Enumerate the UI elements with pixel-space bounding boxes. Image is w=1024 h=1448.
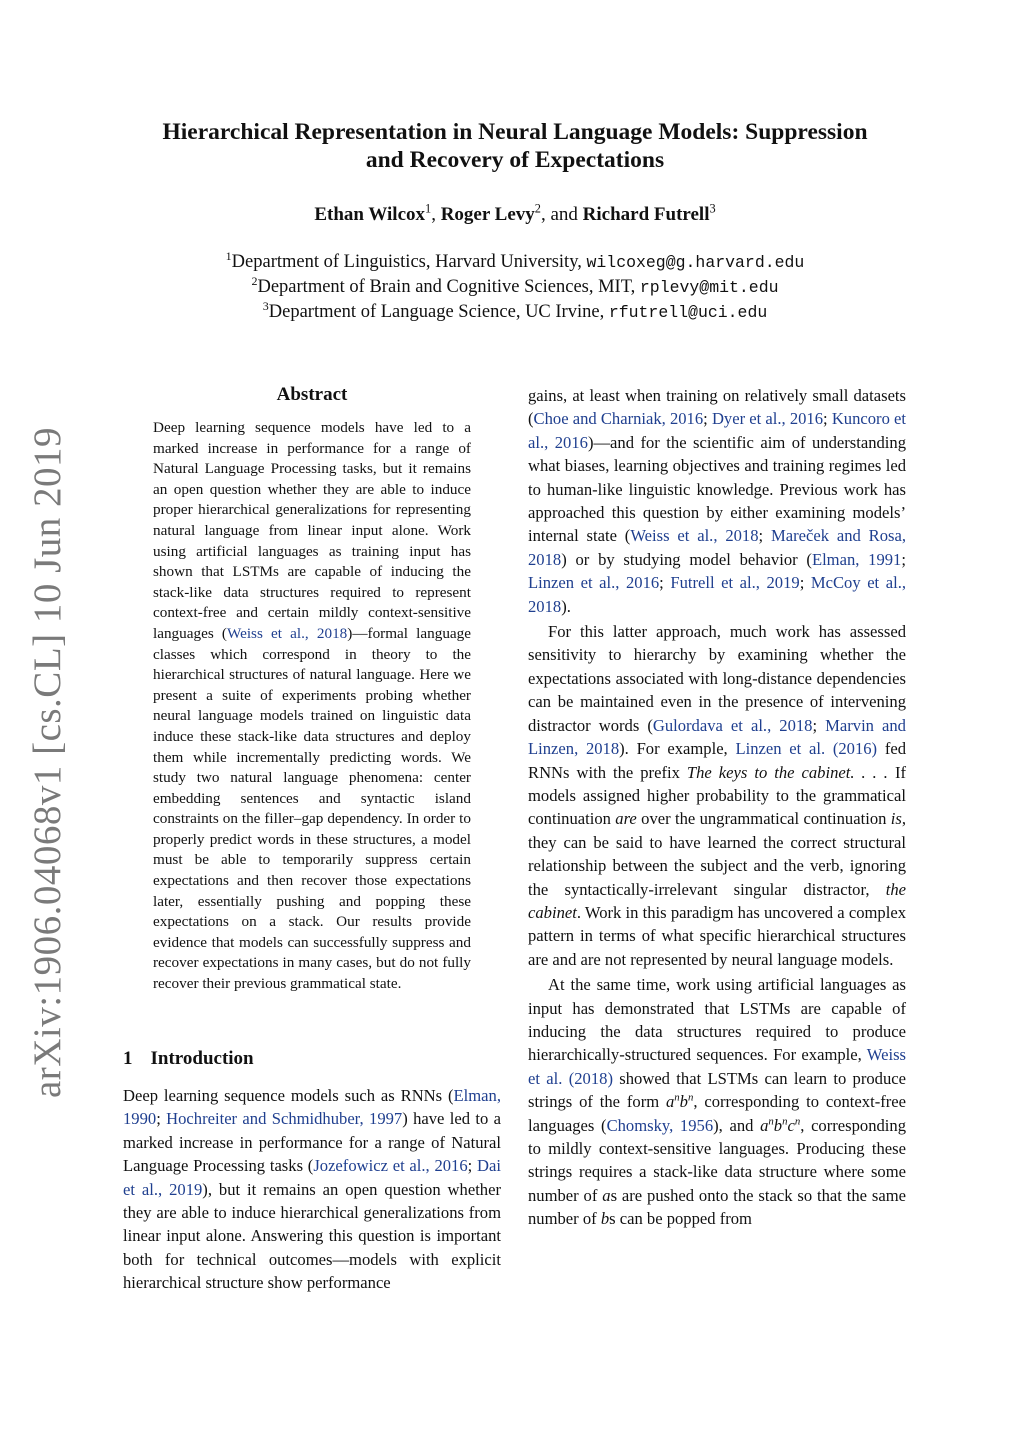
affil-sup: 1 bbox=[225, 248, 232, 263]
email-link[interactable]: wilcoxeg@g.harvard.edu bbox=[586, 253, 805, 272]
paragraph-latter-approach bbox=[528, 620, 906, 971]
text-run: ; bbox=[156, 1109, 167, 1129]
abstract-heading: Abstract bbox=[276, 384, 348, 405]
title-line-1: Hierarchical Representation in Neural Language Models: Suppression bbox=[162, 119, 868, 145]
right-column bbox=[528, 384, 906, 1233]
citation-link[interactable]: Jozefowicz et al., 2016 bbox=[313, 1156, 468, 1176]
affil-sup: 2 bbox=[251, 273, 258, 288]
math-symbol: b bbox=[773, 1115, 783, 1135]
author-sup: 1 bbox=[425, 201, 432, 216]
text-run: , corresponding to context-free languages ( bbox=[528, 1092, 906, 1135]
email-link[interactable]: rfutrell@uci.edu bbox=[608, 303, 768, 322]
text-run: s are pushed onto the stack so that the same number of bbox=[528, 1185, 907, 1229]
citation-link[interactable]: Weiss et al., 2018 bbox=[226, 624, 348, 642]
text-run: fed RNNs with the prefix bbox=[528, 739, 907, 782]
abstract-text bbox=[153, 418, 471, 995]
citation-link[interactable]: Marvin and Linzen, 2018 bbox=[528, 715, 906, 759]
paragraph-artificial-languages bbox=[528, 973, 906, 1230]
author-levy: Roger Levy bbox=[440, 204, 535, 225]
text-run: gains, at least when training on relatively small datasets ( bbox=[528, 386, 906, 429]
citation-link[interactable]: Dyer et al., 2016 bbox=[711, 409, 824, 429]
math-exponent: n bbox=[687, 1091, 694, 1104]
affil-text: Department of Brain and Cognitive Sciences, MIT, bbox=[257, 277, 640, 297]
affiliation-1 bbox=[120, 250, 910, 275]
affil-sup: 3 bbox=[262, 298, 269, 313]
text-run: ). For example, bbox=[619, 739, 736, 759]
math-symbol: a bbox=[760, 1115, 769, 1135]
affiliation-3 bbox=[120, 300, 910, 325]
citation-link[interactable]: Mareček and Rosa, 2018 bbox=[528, 526, 907, 569]
text-run: ), but it remains an open question whether they are able to induce hierarchical generalizations from linear input alone. Answering this question is important both for technical outcomes—models with explicit hierarchical structure show performance bbox=[123, 1179, 501, 1293]
text-run: ; bbox=[812, 715, 826, 735]
author-list bbox=[120, 201, 910, 226]
text-run: ; bbox=[823, 409, 832, 429]
citation-link[interactable]: Weiss et al., 2018 bbox=[630, 526, 759, 546]
title-line-2: and Recovery of Expectations bbox=[365, 147, 665, 173]
author-sep: , bbox=[431, 204, 441, 225]
citation-link[interactable]: Chomsky, 1956 bbox=[606, 1115, 714, 1135]
math-exponent: n bbox=[768, 1115, 774, 1128]
text-run: ), and bbox=[713, 1115, 761, 1135]
text-run: ; bbox=[901, 549, 906, 569]
section-title: Introduction bbox=[150, 1048, 254, 1069]
affiliations bbox=[120, 250, 910, 325]
intro-paragraph bbox=[123, 1084, 501, 1295]
text-run: ) have led to a marked increase in performance for a range of Natural Language Processing tasks ( bbox=[123, 1109, 501, 1176]
arxiv-stamp bbox=[18, 426, 78, 1098]
italic-run: the cabinet bbox=[528, 879, 906, 922]
text-run: ; bbox=[758, 526, 771, 546]
text-run: If models assigned higher probability to the grammatical continuation bbox=[528, 762, 907, 829]
math-symbol: c bbox=[787, 1115, 795, 1135]
citation-link[interactable]: Elman, 1991 bbox=[811, 549, 902, 569]
citation-link[interactable]: Dai et al., 2019 bbox=[123, 1156, 501, 1199]
text-run: ; bbox=[467, 1156, 478, 1176]
text-run: ; bbox=[703, 409, 712, 429]
citation-link[interactable]: Linzen et al., 2016 bbox=[528, 573, 660, 593]
affil-text: Department of Language Science, UC Irvine, bbox=[268, 302, 609, 322]
text-run: )—formal language classes which correspond in theory to the hierarchical structures of natural language. Here we present a suite of experiments probing whether neural language models trained on linguistic data induce these stack-like data structures and deploy them while incrementally predicting words. We study two natural language phenomena: center embedding sentences and syntactic island constraints on the filler–gap dependency. In order to properly predict words in these structures, a model must be able to temporarily suppress certain expectations and then recover those expectations later, essentially pushing and popping these expectations on a stack. Our results provide evidence that models can successfully suppress and recover expectations in many cases, but do not fully recover their previous grammatical state. bbox=[153, 624, 471, 993]
author-futrell: Richard Futrell bbox=[582, 204, 710, 225]
math-exponent: n bbox=[674, 1091, 680, 1104]
section-heading bbox=[123, 1048, 254, 1070]
math-symbol: a bbox=[665, 1092, 675, 1112]
text-run: ; bbox=[659, 573, 671, 593]
text-run: . Work in this paradigm has uncovered a complex pattern in terms of what specific hierarchical structures are and are not represented by neural language models. bbox=[528, 902, 906, 969]
text-run: , corresponding to mildly context-sensitive languages. Producing these strings requires a stack-like data structure where some number of bbox=[528, 1115, 906, 1205]
text-run: )—and for the scientific aim of understanding what biases, learning objectives and training regimes led to human-like linguistic knowledge. Previous work has approached this question by either examining models’ internal state ( bbox=[528, 432, 907, 546]
text-run: , they can be said to have learned the correct structural relationship between the subject and the verb, ignoring the syntactically-irrelevant singular distractor, bbox=[528, 809, 906, 899]
citation-link[interactable]: Kuncoro et al., 2016 bbox=[528, 409, 907, 452]
text-run: At the same time, work using artificial languages as input has demonstrated that LSTMs are capable of inducing the data structures required to produce hierarchically-structured sequences. For example, bbox=[528, 975, 906, 1065]
italic-run: is bbox=[890, 809, 902, 829]
author-wilcox: Ethan Wilcox bbox=[314, 204, 426, 225]
italic-run: The keys to the cabinet. . . . bbox=[686, 762, 888, 782]
email-link[interactable]: rplevy@mit.edu bbox=[639, 278, 779, 297]
citation-link[interactable]: McCoy et al., 2018 bbox=[528, 573, 906, 616]
citation-link[interactable]: Choe and Charniak, 2016 bbox=[533, 409, 704, 429]
text-run: For this latter approach, much work has assessed sensitivity to hierarchy by examining whether the expectations associated with long-distance dependencies can be maintained even in the presence of intervening distractor words ( bbox=[528, 622, 906, 735]
citation-link[interactable]: Futrell et al., 2019 bbox=[670, 573, 800, 593]
math-exponent: n bbox=[782, 1115, 788, 1128]
citation-link[interactable]: Hochreiter and Schmidhuber, 1997 bbox=[166, 1109, 403, 1129]
section-number: 1 bbox=[123, 1048, 133, 1069]
author-sup: 3 bbox=[709, 201, 716, 216]
math-exponent: n bbox=[794, 1115, 801, 1128]
citation-link[interactable]: Linzen et al. (2016) bbox=[735, 739, 878, 759]
citation-link[interactable]: Elman, 1990 bbox=[123, 1086, 501, 1129]
affil-text: Department of Linguistics, Harvard University, bbox=[231, 252, 587, 272]
text-run: ; bbox=[799, 573, 811, 593]
author-sup: 2 bbox=[534, 201, 541, 216]
citation-link[interactable]: Weiss et al. (2018) bbox=[528, 1045, 906, 1088]
author-sep: , and bbox=[540, 204, 583, 225]
text-run: s can be popped from bbox=[609, 1209, 752, 1229]
affiliation-2 bbox=[120, 275, 910, 300]
arxiv-id: arXiv:1906.04068v1 [cs.CL] 10 Jun 2019 bbox=[26, 426, 70, 1098]
text-run: ) or by studying model behavior ( bbox=[561, 549, 812, 569]
text-run: over the ungrammatical continuation bbox=[636, 809, 891, 829]
text-run: showed that LSTMs can learn to produce strings of the form bbox=[528, 1068, 906, 1112]
text-run: Deep learning sequence models such as RNNs ( bbox=[123, 1086, 454, 1105]
paragraph-continuation bbox=[528, 384, 906, 618]
math-symbol: b bbox=[600, 1209, 610, 1229]
paper-title bbox=[120, 118, 910, 174]
text-run: ). bbox=[561, 596, 571, 616]
italic-run: are bbox=[615, 809, 637, 829]
citation-link[interactable]: Gulordava et al., 2018 bbox=[652, 715, 813, 735]
math-symbol: a bbox=[602, 1185, 611, 1205]
text-run: Deep learning sequence models have led to a marked increase in performance for a range of Natural Language Processing tasks, but it remains an open question whether they are able to induce proper hierarchical generalizations for representing natural language from linear input alone. Work using artificial languages as training input has shown that LSTMs are capable of inducing the stack-like data structures required to represent context-free and certain mildly context-sensitive languages ( bbox=[153, 419, 471, 642]
math-symbol: b bbox=[679, 1092, 688, 1112]
